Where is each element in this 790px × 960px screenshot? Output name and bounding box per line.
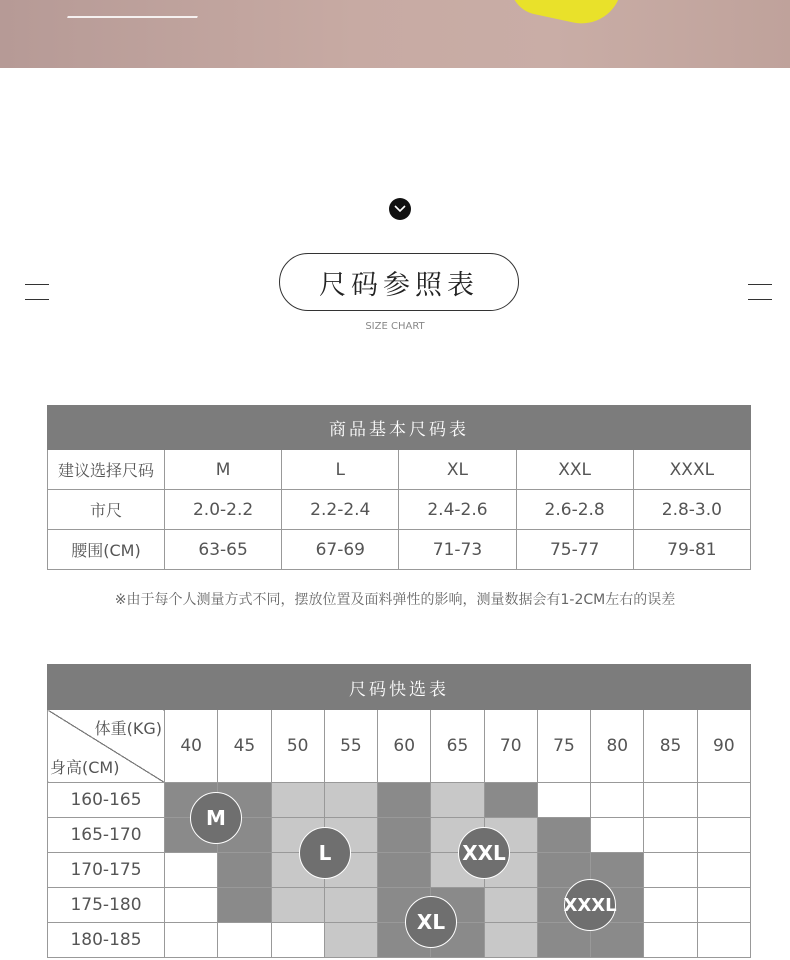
size-badge-xxl: XXL [458,827,510,879]
size-zone-cell [218,853,271,888]
table-row [48,490,751,530]
size-zone-cell [644,818,697,853]
basic-size-table [47,405,751,570]
size-zone-cell [644,783,697,818]
size-zone-cell [324,888,377,923]
size-zone-cell [537,783,590,818]
weight-header: 60 [378,710,431,783]
size-zone-cell [697,783,750,818]
weight-header: 80 [591,710,644,783]
size-zone-cell [644,853,697,888]
weight-header: 45 [218,710,271,783]
size-zone-cell [324,783,377,818]
section-subtitle: SIZE CHART [365,321,425,332]
table-cell: L [282,450,399,490]
size-zone-cell [644,888,697,923]
size-zone-cell [484,923,537,958]
size-badge-l: L [299,827,351,879]
quick-size-table [47,664,751,958]
height-label: 身高(CM) [50,758,120,777]
weight-header: 70 [484,710,537,783]
size-zone-cell [378,783,431,818]
size-zone-cell [165,853,218,888]
size-zone-cell [484,888,537,923]
table-cell: 63-65 [165,530,282,570]
table-row [48,530,751,570]
height-header: 180-185 [48,923,165,958]
hero-yellow-shape [505,0,625,31]
size-zone-cell [165,888,218,923]
size-zone-cell [591,818,644,853]
table-cell: 2.8-3.0 [633,490,750,530]
size-zone-cell [484,783,537,818]
size-zone-cell [697,888,750,923]
weight-header: 40 [165,710,218,783]
weight-header: 65 [431,710,484,783]
table-row [48,450,751,490]
size-zone-cell [697,923,750,958]
hero-brush-stroke [67,2,203,18]
size-zone-cell [271,783,324,818]
size-badge-xl: XL [405,896,457,948]
size-zone-cell [324,923,377,958]
table-row [48,923,751,958]
weight-header: 85 [644,710,697,783]
weight-header: 75 [537,710,590,783]
right-double-line-icon [748,284,772,300]
height-header: 175-180 [48,888,165,923]
size-zone-cell [218,923,271,958]
size-zone-cell [218,888,271,923]
table-row [48,888,751,923]
height-header: 170-175 [48,853,165,888]
weight-header: 90 [697,710,750,783]
size-zone-cell [697,853,750,888]
weight-header-row [48,710,751,783]
weight-label: 体重(KG) [94,719,162,738]
size-zone-cell [165,923,218,958]
chevron-down-icon [389,198,411,220]
size-zone-cell [537,818,590,853]
size-zone-cell [591,783,644,818]
table-cell: XXXL [633,450,750,490]
measurement-note: ※由于每个人测量方式不同，摆放位置及面料弹性的影响，测量数据会有1-2CM左右的误差 [114,592,676,608]
size-badge-m: M [190,792,242,844]
table-cell: 79-81 [633,530,750,570]
weight-header: 55 [324,710,377,783]
table-cell: 67-69 [282,530,399,570]
quick-table-title: 尺码快选表 [48,665,751,710]
row-label: 腰围(CM) [48,530,165,570]
size-zone-cell [644,923,697,958]
weight-header: 50 [271,710,324,783]
table-cell: 71-73 [399,530,516,570]
table-row [48,853,751,888]
table-cell: 2.4-2.6 [399,490,516,530]
row-label: 市尺 [48,490,165,530]
height-header: 160-165 [48,783,165,818]
table-cell: XL [399,450,516,490]
size-badge-xxxl: XXXL [564,879,616,931]
left-double-line-icon [25,284,49,300]
size-zone-cell [271,888,324,923]
table-cell: 2.2-2.4 [282,490,399,530]
corner-header [48,710,165,783]
hero-image [0,0,790,68]
basic-table-title: 商品基本尺码表 [48,406,751,450]
table-row [48,818,751,853]
table-cell: 75-77 [516,530,633,570]
table-row [48,783,751,818]
height-header: 165-170 [48,818,165,853]
table-cell: M [165,450,282,490]
table-cell: 2.0-2.2 [165,490,282,530]
table-cell: XXL [516,450,633,490]
size-zone-cell [271,923,324,958]
table-cell: 2.6-2.8 [516,490,633,530]
size-zone-cell [697,818,750,853]
size-zone-cell [378,818,431,853]
size-zone-cell [431,783,484,818]
row-label: 建议选择尺码 [48,450,165,490]
size-zone-cell [378,853,431,888]
section-title: 尺码参照表 [279,253,519,311]
